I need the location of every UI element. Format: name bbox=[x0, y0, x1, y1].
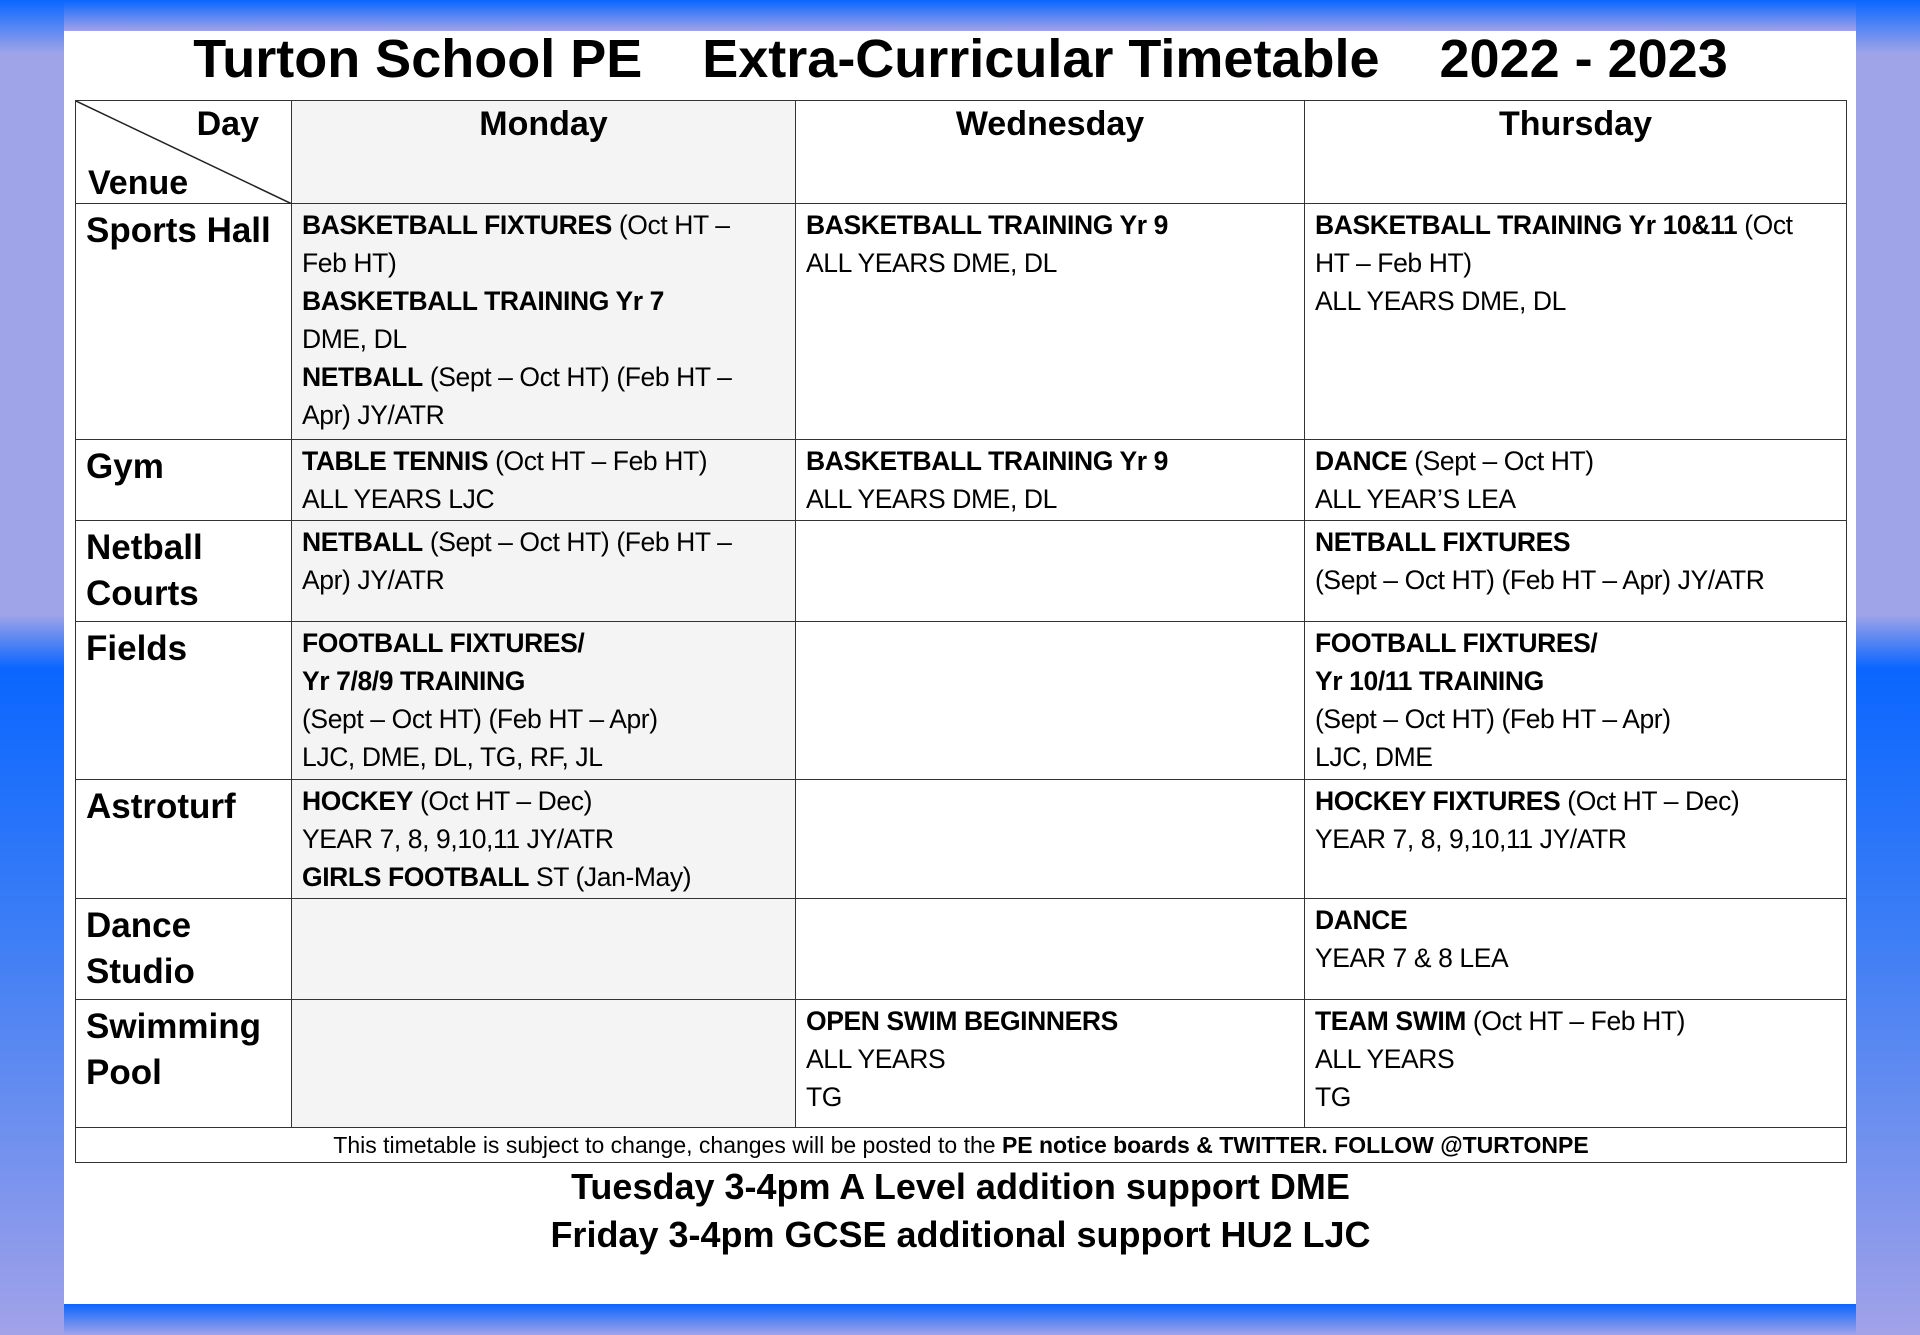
activity-line bbox=[302, 782, 785, 820]
table-row bbox=[76, 622, 1847, 780]
activity-name: NETBALL bbox=[302, 362, 423, 392]
activity-line bbox=[302, 244, 785, 282]
activity-line bbox=[302, 738, 785, 776]
activity-line bbox=[1315, 820, 1836, 858]
activity-name: TEAM SWIM bbox=[1315, 1006, 1466, 1036]
activity-name: Yr 10/11 TRAINING bbox=[1315, 666, 1544, 696]
change-notice bbox=[76, 1128, 1847, 1163]
activity-detail: YEAR 7, 8, 9,10,11 JY/ATR bbox=[302, 824, 614, 854]
activity-name: NETBALL FIXTURES bbox=[1315, 527, 1571, 557]
page-title bbox=[193, 26, 1727, 92]
activity-cell bbox=[796, 622, 1305, 780]
venue-cell: Dance Studio bbox=[76, 899, 292, 1000]
activity-line bbox=[302, 700, 785, 738]
venue-cell: Gym bbox=[76, 440, 292, 521]
activity-detail: Apr) JY/ATR bbox=[302, 565, 445, 595]
activity-detail: (Sept – Oct HT) (Feb HT – Apr) JY/ATR bbox=[1315, 565, 1765, 595]
activity-detail: Feb HT) bbox=[302, 248, 397, 278]
day-header-monday: Monday bbox=[292, 101, 796, 204]
activity-line bbox=[1315, 1078, 1836, 1116]
activity-line bbox=[1315, 939, 1836, 977]
table-row bbox=[76, 521, 1847, 622]
table-row bbox=[76, 440, 1847, 521]
activity-detail: ALL YEARS bbox=[806, 1044, 946, 1074]
activity-line bbox=[302, 358, 785, 396]
table-row bbox=[76, 1000, 1847, 1128]
activity-name: NETBALL bbox=[302, 527, 423, 557]
activity-line bbox=[806, 442, 1294, 480]
activity-detail: TG bbox=[1315, 1082, 1351, 1112]
activity-detail: Apr) JY/ATR bbox=[302, 400, 445, 430]
activity-detail: ALL YEARS DME, DL bbox=[806, 484, 1057, 514]
activity-detail: ALL YEARS bbox=[1315, 1044, 1455, 1074]
bottom-border bbox=[64, 1304, 1856, 1335]
note-row bbox=[76, 1128, 1847, 1163]
activity-name: DANCE bbox=[1315, 905, 1408, 935]
activity-line bbox=[1315, 523, 1836, 561]
table-row bbox=[76, 204, 1847, 440]
day-label: Day bbox=[196, 105, 259, 143]
activity-line bbox=[1315, 206, 1836, 244]
venue-cell: Swimming Pool bbox=[76, 1000, 292, 1128]
activity-detail: ALL YEARS DME, DL bbox=[1315, 286, 1566, 316]
activity-line bbox=[1315, 624, 1836, 662]
activity-line bbox=[806, 1002, 1294, 1040]
activity-detail: YEAR 7 & 8 LEA bbox=[1315, 943, 1509, 973]
footer-line-tuesday: Tuesday 3-4pm A Level addition support DME bbox=[571, 1166, 1350, 1207]
activity-line bbox=[302, 820, 785, 858]
activity-line bbox=[806, 480, 1294, 518]
venue-cell: Sports Hall bbox=[76, 204, 292, 440]
activity-line bbox=[1315, 1040, 1836, 1078]
activity-line bbox=[1315, 244, 1836, 282]
table-row bbox=[76, 899, 1847, 1000]
activity-line bbox=[302, 624, 785, 662]
activity-line bbox=[806, 244, 1294, 282]
activity-cell bbox=[796, 899, 1305, 1000]
activity-name: FOOTBALL FIXTURES/ bbox=[1315, 628, 1598, 658]
activity-line bbox=[302, 858, 785, 896]
venue-label: Venue bbox=[88, 164, 189, 202]
title-area bbox=[75, 26, 1846, 96]
activity-line bbox=[806, 1078, 1294, 1116]
activity-name: GIRLS FOOTBALL bbox=[302, 862, 529, 892]
school-name: Turton School PE bbox=[193, 29, 643, 89]
header-row bbox=[76, 101, 1847, 204]
activity-cell bbox=[1305, 440, 1847, 521]
activity-line bbox=[302, 480, 785, 518]
activity-line bbox=[302, 561, 785, 599]
activity-detail: (Oct HT – Dec) bbox=[1560, 786, 1740, 816]
activity-cell bbox=[1305, 1000, 1847, 1128]
activity-cell bbox=[292, 1000, 796, 1128]
activity-detail: ALL YEARS DME, DL bbox=[806, 248, 1057, 278]
activity-detail: ALL YEARS LJC bbox=[302, 484, 495, 514]
activity-cell bbox=[292, 780, 796, 899]
activity-line bbox=[1315, 662, 1836, 700]
activity-line bbox=[806, 206, 1294, 244]
activity-line bbox=[302, 282, 785, 320]
activity-line bbox=[302, 442, 785, 480]
activity-line bbox=[302, 662, 785, 700]
activity-line bbox=[1315, 700, 1836, 738]
activity-line bbox=[806, 1040, 1294, 1078]
activity-name: BASKETBALL FIXTURES bbox=[302, 210, 612, 240]
activity-cell bbox=[1305, 521, 1847, 622]
activity-name: OPEN SWIM BEGINNERS bbox=[806, 1006, 1118, 1036]
school-year: 2022 - 2023 bbox=[1439, 29, 1728, 89]
activity-name: BASKETBALL TRAINING Yr 7 bbox=[302, 286, 664, 316]
activity-line bbox=[1315, 782, 1836, 820]
corner-cell bbox=[76, 101, 292, 204]
notice-text: This timetable is subject to change, changes will be posted to the bbox=[333, 1132, 1002, 1158]
activity-cell bbox=[292, 204, 796, 440]
activity-detail: ST (Jan-May) bbox=[529, 862, 692, 892]
activity-name: BASKETBALL TRAINING Yr 10&11 bbox=[1315, 210, 1738, 240]
venue-cell: Fields bbox=[76, 622, 292, 780]
activity-cell bbox=[292, 622, 796, 780]
timetable-name: Extra-Curricular Timetable bbox=[702, 29, 1380, 89]
activity-detail: (Oct HT – Dec) bbox=[412, 786, 593, 816]
activity-cell bbox=[796, 440, 1305, 521]
activity-cell bbox=[796, 780, 1305, 899]
activity-cell bbox=[292, 521, 796, 622]
activity-name: BASKETBALL TRAINING Yr 9 bbox=[806, 210, 1168, 240]
venue-cell: Astroturf bbox=[76, 780, 292, 899]
activity-cell bbox=[796, 1000, 1305, 1128]
activity-line bbox=[1315, 480, 1836, 518]
activity-cell bbox=[796, 521, 1305, 622]
activity-line bbox=[302, 206, 785, 244]
activity-line bbox=[1315, 282, 1836, 320]
activity-name: Yr 7/8/9 TRAINING bbox=[302, 666, 525, 696]
activity-detail: (Oct HT – Feb HT) bbox=[488, 446, 708, 476]
activity-name: BASKETBALL TRAINING Yr 9 bbox=[806, 446, 1168, 476]
activity-name: FOOTBALL FIXTURES/ bbox=[302, 628, 585, 658]
activity-detail: (Sept – Oct HT) (Feb HT – bbox=[422, 362, 732, 392]
activity-detail: (Sept – Oct HT) (Feb HT – bbox=[422, 527, 732, 557]
activity-detail: LJC, DME, DL, TG, RF, JL bbox=[302, 742, 603, 772]
activity-cell bbox=[796, 204, 1305, 440]
activity-line bbox=[1315, 561, 1836, 599]
activity-detail: LJC, DME bbox=[1315, 742, 1433, 772]
activity-line bbox=[1315, 738, 1836, 776]
activity-line bbox=[302, 320, 785, 358]
activity-name: DANCE bbox=[1315, 446, 1408, 476]
footer-line-friday: Friday 3-4pm GCSE additional support HU2 LJC bbox=[550, 1214, 1371, 1255]
activity-detail: HT – Feb HT) bbox=[1315, 248, 1472, 278]
page-content bbox=[75, 26, 1846, 1259]
activity-line bbox=[1315, 442, 1836, 480]
activity-name: HOCKEY bbox=[302, 786, 413, 816]
activity-cell bbox=[292, 899, 796, 1000]
activity-detail: ALL YEAR’S LEA bbox=[1315, 484, 1516, 514]
notice-bold: PE notice boards & TWITTER. FOLLOW @TURTONPE bbox=[1001, 1132, 1589, 1158]
activity-cell bbox=[1305, 622, 1847, 780]
day-header-thursday: Thursday bbox=[1305, 101, 1847, 204]
day-header-wednesday: Wednesday bbox=[796, 101, 1305, 204]
activity-detail: (Oct HT – bbox=[611, 210, 730, 240]
timetable bbox=[75, 100, 1847, 1163]
activity-detail: (Sept – Oct HT) (Feb HT – Apr) bbox=[302, 704, 658, 734]
activity-name: TABLE TENNIS bbox=[302, 446, 489, 476]
activity-detail: (Sept – Oct HT) bbox=[1407, 446, 1594, 476]
table-row bbox=[76, 780, 1847, 899]
activity-detail: TG bbox=[806, 1082, 842, 1112]
venue-cell: Netball Courts bbox=[76, 521, 292, 622]
activity-line bbox=[1315, 901, 1836, 939]
activity-cell bbox=[292, 440, 796, 521]
activity-cell bbox=[1305, 899, 1847, 1000]
activity-detail: DME, DL bbox=[302, 324, 407, 354]
activity-detail: (Sept – Oct HT) (Feb HT – Apr) bbox=[1315, 704, 1671, 734]
activity-line bbox=[302, 396, 785, 434]
activity-detail: (Oct HT – Feb HT) bbox=[1465, 1006, 1686, 1036]
activity-detail: YEAR 7, 8, 9,10,11 JY/ATR bbox=[1315, 824, 1627, 854]
activity-detail: (Oct bbox=[1737, 210, 1793, 240]
activity-name: HOCKEY FIXTURES bbox=[1315, 786, 1561, 816]
activity-cell bbox=[1305, 204, 1847, 440]
activity-cell bbox=[1305, 780, 1847, 899]
activity-line bbox=[1315, 1002, 1836, 1040]
activity-line bbox=[302, 523, 785, 561]
